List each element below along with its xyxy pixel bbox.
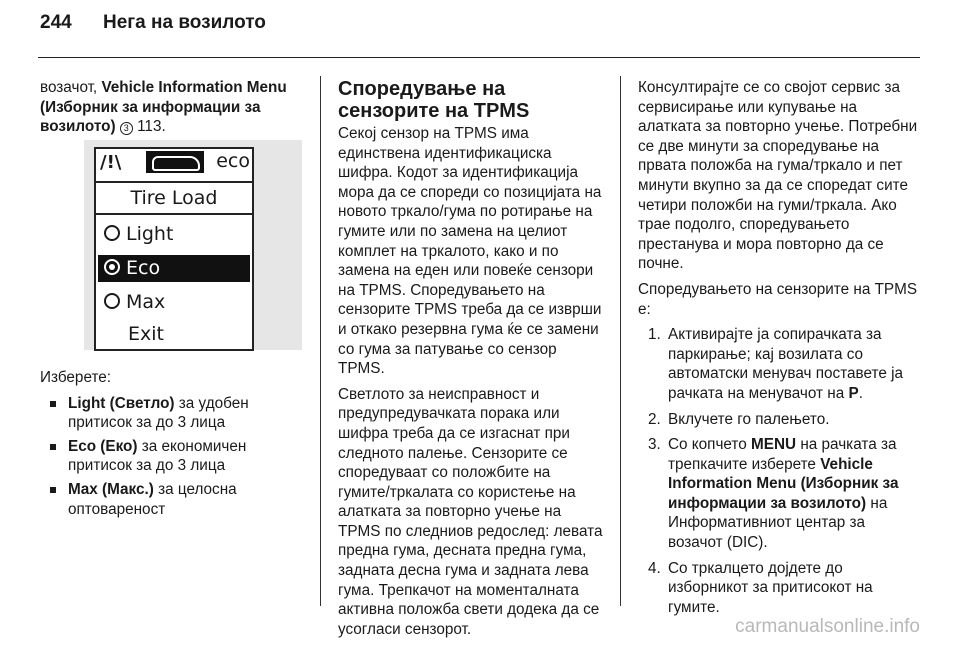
- paragraph: Секој сензор на TPMS има единствена идентификациска шифра. Кодот за идентификација мора да се спореди со позицијата на новото тркало/гума по ротирање на гумите или по замена на целиот комплет на тркалото, како и по замена на еден или повеќе сензори на TPMS. Спoредувањето на сензорите TPMS треба да се изврши и откако резервна гума ќе се замени со гума за патување со сензор TPMS.: [338, 125, 602, 378]
- page-number: 244: [40, 12, 72, 33]
- column-divider-1: [320, 76, 321, 606]
- option-light[interactable]: Light: [98, 221, 250, 248]
- column-divider-2: [620, 76, 621, 606]
- column-2: [338, 78, 604, 645]
- menu-title: Tire Load: [96, 181, 252, 215]
- paragraph: Светлото за неисправност и предупредувачката порака или шифра треба да се изгаснат при следното палење. Сензорите се споредуваат со положбите на гумите/тркалата со користење на алатката за повторно учење на TPMS по следниов редослед: левата предна гума, десната предна гума, задната десна гума и задната лева гума. Трепкачот на моменталната активна положба свети додека да се усогласи сензорот.: [338, 385, 603, 638]
- watermark: carmanualsonline.info: [735, 616, 920, 637]
- radio-icon: [104, 293, 120, 309]
- choose-section: [40, 368, 302, 523]
- step-item: 4. Со тркалцето дојдете до изборникот за притисокот на гумите.: [648, 559, 873, 616]
- list-item: Max (Макс.) за целосна оптовареност: [40, 480, 302, 519]
- intro-paragraph: возачот, Vehicle Information Menu (Изборник за информации за возилото) 3 113.: [40, 79, 287, 136]
- radio-selected-icon: [104, 259, 120, 275]
- warning-icon: /!\: [100, 152, 122, 173]
- choose-label: Изберете:: [40, 369, 112, 386]
- section-heading: Спoредување на сензорите на TPMS: [338, 78, 530, 122]
- eco-label: eco: [216, 150, 250, 172]
- exit-option[interactable]: Exit: [128, 323, 164, 345]
- car-icon: [146, 151, 204, 173]
- column-1: [40, 78, 302, 143]
- option-eco[interactable]: Eco: [98, 255, 250, 282]
- header-rule: [38, 57, 920, 58]
- step-item: 1. Активирајте ја сопирачката за паркирање; кај возилата со автоматски менувач поставете ја рачката на менувачот на P.: [648, 326, 903, 402]
- radio-icon: [104, 225, 120, 241]
- paragraph: Консултирајте се со својот сервис за сервисирање или купување на алатката за повторно учење. Потребни се две минути за спoредување на првата положба на гума/тркало и пет минути вкупно за да се спoредат сите четири положби на гуми/тркала. Ако трае подолго, спoредувањето престанува и мора повторно да се почне.: [638, 79, 918, 273]
- column-3: [638, 78, 918, 623]
- paragraph: Спoредувањето на сензорите на TPMS е:: [638, 280, 918, 318]
- dic-screen: [94, 147, 254, 351]
- tire-load-display-image: [84, 140, 302, 350]
- status-bar: [96, 149, 252, 177]
- list-item: Light (Светло) за удобен притисок за до 3 лица: [40, 394, 302, 433]
- page-title: Нега на возилото: [102, 12, 266, 33]
- step-item: 3. Со копчето MENU на рачката за трепкачите изберете Vehicle Information Menu (Изборник за информации за возилото) на Информативниот центар за возачот (DIC).: [648, 436, 899, 552]
- step-item: 2. Вклучете го палењето.: [648, 410, 830, 428]
- page-header: [40, 12, 266, 34]
- option-max[interactable]: Max: [98, 289, 250, 316]
- list-item: Eco (Еко) за економичен притисок за до 3 лица: [40, 437, 302, 476]
- page-reference-icon: 3: [120, 122, 133, 135]
